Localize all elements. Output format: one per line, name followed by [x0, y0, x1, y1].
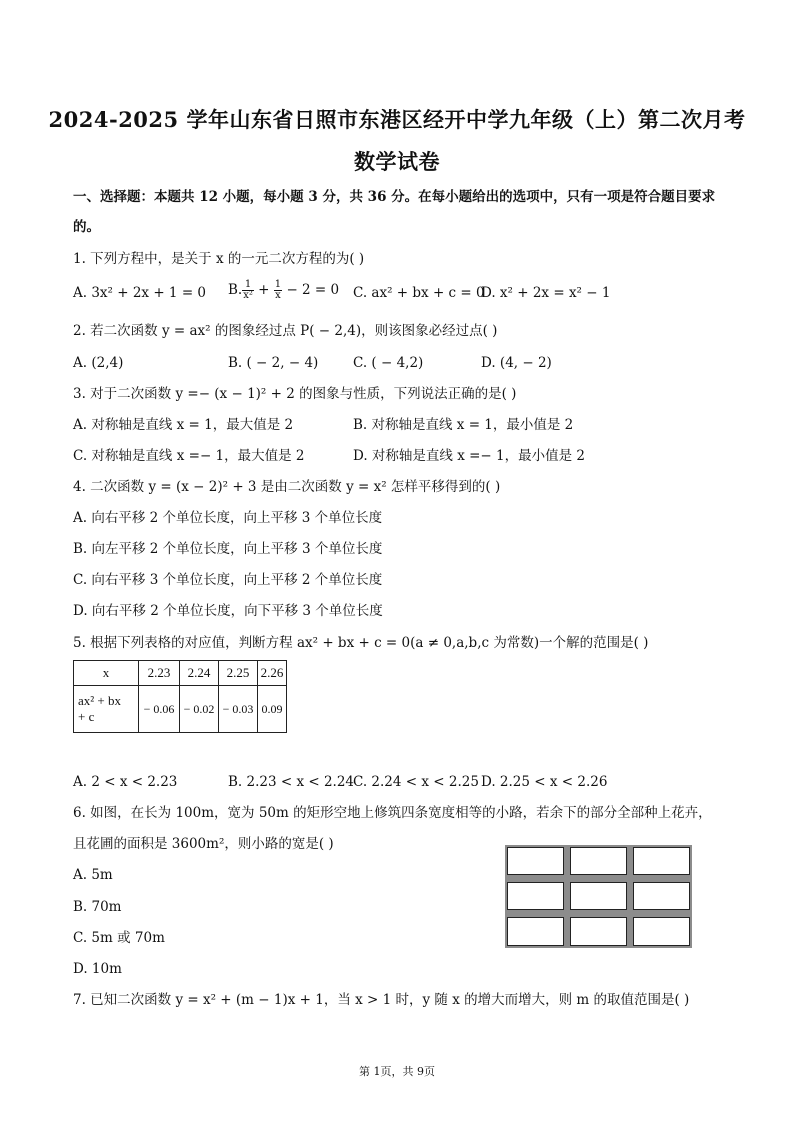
table-cell: − 0.02 [180, 686, 219, 733]
flower-bed [507, 917, 564, 946]
q6-stem-line2: 且花圃的面积是 3600m²，则小路的宽是( ) [73, 836, 334, 852]
q6-option-a: A. 5m [73, 867, 113, 883]
exam-title-line1: 2024-2025 学年山东省日照市东港区经开中学九年级（上）第二次月考 [48, 107, 746, 132]
q1-option-b: B. $\frac{1}{\text{x²}}$ + $\frac{1}{x}$ − 2 = 0 [228, 279, 340, 301]
q2-option-c: C. ( − 4,2) [353, 355, 424, 371]
q3-option-a: A. 对称轴是直线 x = 1，最大值是 2 [73, 417, 294, 433]
q1-option-a: A. 3x² + 2x + 1 = 0 [73, 285, 207, 301]
q1-stem: 1. 下列方程中，是关于 x 的一元二次方程的为( ) [73, 251, 365, 267]
table-cell: 2.24 [180, 661, 219, 686]
q5-option-d: D. 2.25 < x < 2.26 [481, 774, 608, 790]
flower-bed [570, 917, 627, 946]
q1-option-b-label: B. [228, 282, 243, 298]
q5-option-b: B. 2.23 < x < 2.24 [228, 774, 355, 790]
q4-option-a: A. 向右平移 2 个单位长度，向上平移 3 个单位长度 [73, 510, 383, 526]
table-cell: − 0.03 [219, 686, 258, 733]
q6-option-c: C. 5m 或 70m [73, 930, 165, 946]
q4-stem: 4. 二次函数 y = (x − 2)² + 3 是由二次函数 y = x² 怎样平移得到的( ) [73, 479, 501, 495]
flower-bed [633, 882, 690, 910]
flower-bed [507, 882, 564, 910]
flower-bed [570, 847, 627, 875]
page-footer: 第 1页，共 9页 [359, 1065, 435, 1078]
q5-option-a: A. 2 < x < 2.23 [73, 774, 178, 790]
flower-bed [570, 882, 627, 910]
q7-stem: 7. 已知二次函数 y = x² + (m − 1)x + 1，当 x > 1 时，y 随 x 的增大而增大，则 m 的取值范围是( ) [73, 992, 690, 1008]
q3-option-b: B. 对称轴是直线 x = 1，最小值是 2 [353, 417, 574, 433]
table-cell: − 0.06 [139, 686, 180, 733]
q6-option-d: D. 10m [73, 961, 122, 977]
table-cell: 2.23 [139, 661, 180, 686]
q5-value-table [73, 660, 287, 733]
q5-option-c: C. 2.24 < x < 2.25 [353, 774, 479, 790]
q2-stem: 2. 若二次函数 y = ax² 的图象经过点 P( − 2,4)，则该图象必经过点( ) [73, 323, 498, 339]
q1-option-c: C. ax² + bx + c = 0 [353, 285, 485, 301]
table-cell: x [74, 661, 139, 686]
q3-stem: 3. 对于二次函数 y =− (x − 1)² + 2 的图象与性质，下列说法正确的是( ) [73, 386, 517, 402]
q6-option-b: B. 70m [73, 899, 122, 915]
q5-stem: 5. 根据下列表格的对应值，判断方程 ax² + bx + c = 0(a ≠ 0,a,b,c 为常数)一个解的范围是( ) [73, 635, 649, 651]
q1-b-fraction-1: $\frac{1}{\text{x²}}$ [243, 279, 253, 301]
exam-title-line2: 数学试卷 [354, 149, 440, 174]
q4-option-b: B. 向左平移 2 个单位长度，向上平移 3 个单位长度 [73, 541, 383, 557]
section-heading-cont: 的。 [73, 219, 100, 235]
q4-option-c: C. 向右平移 3 个单位长度，向上平移 2 个单位长度 [73, 572, 383, 588]
flower-bed [633, 917, 690, 946]
q3-option-d: D. 对称轴是直线 x =− 1，最小值是 2 [353, 448, 586, 464]
garden-roads-figure [505, 845, 692, 948]
q4-option-d: D. 向右平移 2 个单位长度，向下平移 3 个单位长度 [73, 603, 383, 619]
table-cell: 0.09 [258, 686, 287, 733]
section-heading: 一、选择题：本题共 12 小题，每小题 3 分，共 36 分。在每小题给出的选项中，只有一项是符合题目要求 [73, 189, 716, 205]
q2-option-a: A. (2,4) [73, 355, 124, 371]
q3-option-c: C. 对称轴是直线 x =− 1，最大值是 2 [73, 448, 305, 464]
q1-b-fraction-2: $\frac{1}{x}$ [274, 279, 282, 301]
q2-option-b: B. ( − 2, − 4) [228, 355, 319, 371]
q6-stem-line1: 6. 如图，在长为 100m，宽为 50m 的矩形空地上修筑四条宽度相等的小路，若余下的部分全部种上花卉， [73, 805, 712, 821]
table-cell: 2.25 [219, 661, 258, 686]
q1-option-b-tail: − 2 = 0 [286, 282, 340, 298]
table-row-head: ax² + bx + c [74, 686, 139, 733]
flower-bed [507, 847, 564, 875]
table-cell: 2.26 [258, 661, 287, 686]
q2-option-d: D. (4, − 2) [481, 355, 552, 371]
q1-option-d: D. x² + 2x = x² − 1 [481, 285, 611, 301]
flower-bed [633, 847, 690, 875]
